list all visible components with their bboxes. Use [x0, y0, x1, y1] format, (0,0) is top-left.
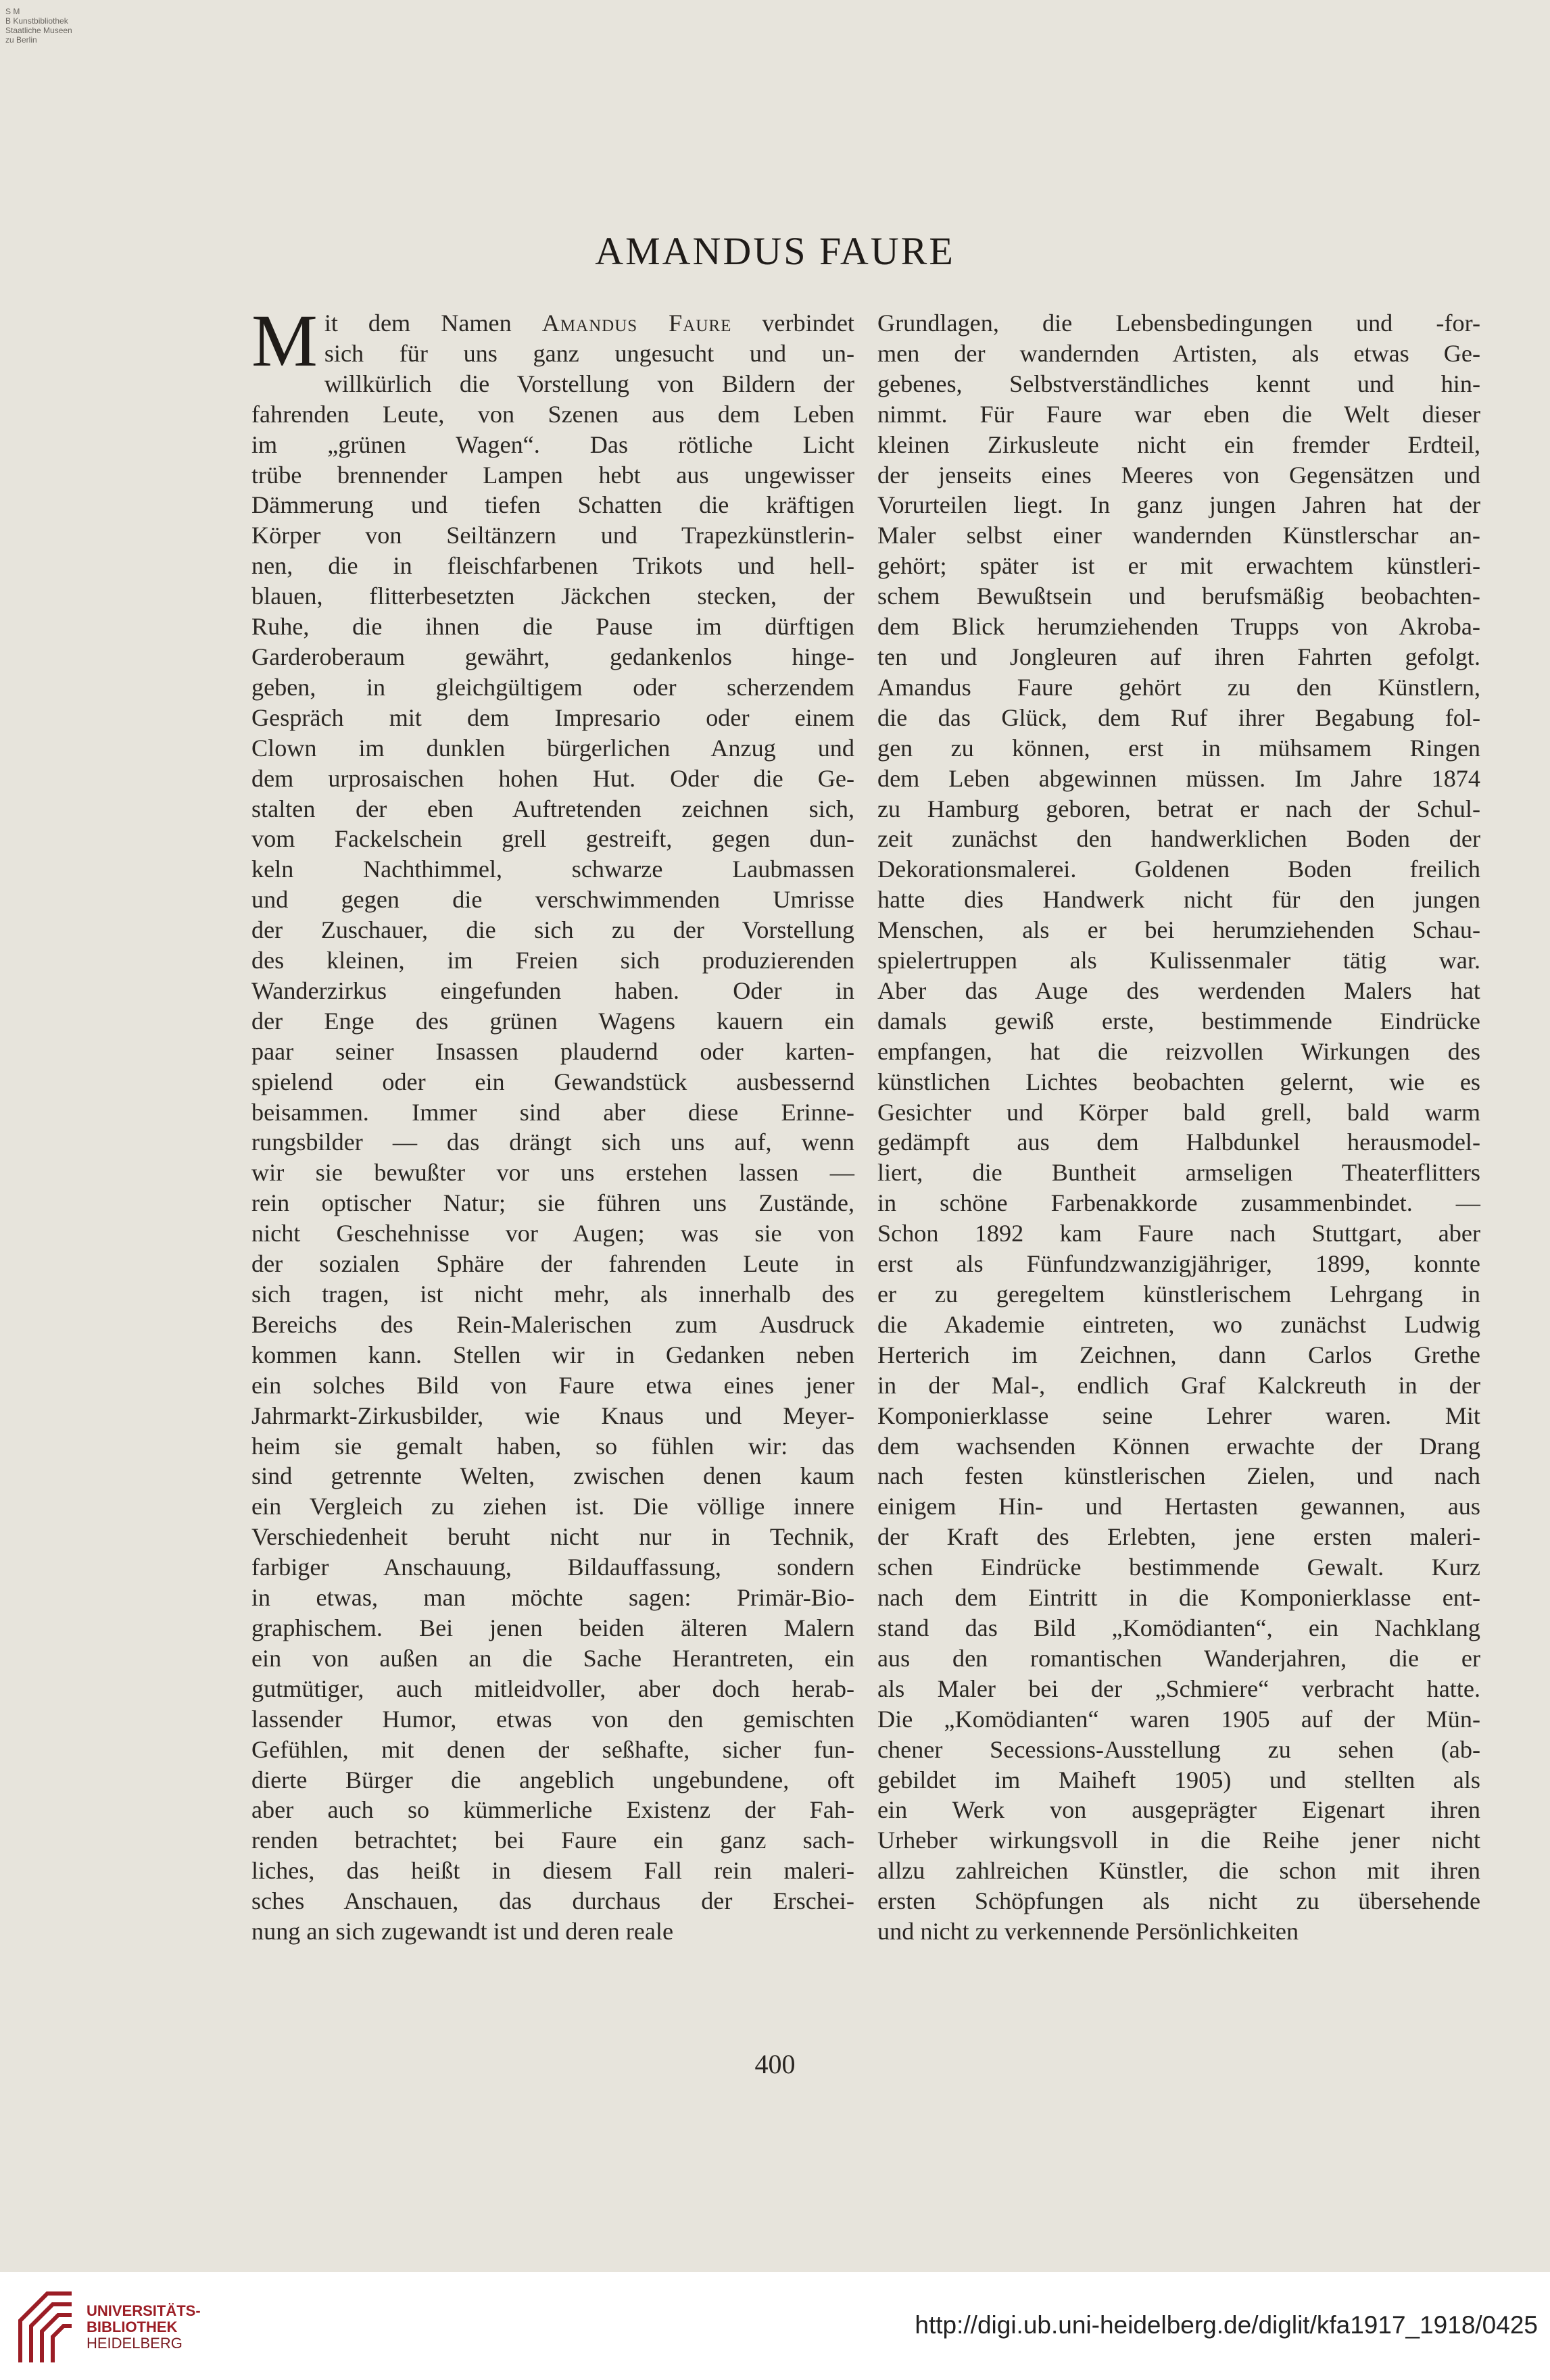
text-line: fahrenden Leute, von Szenen aus dem Leben — [251, 400, 854, 428]
text-line: Aber das Auge des werdenden Malers hat — [877, 976, 1480, 1004]
text-line: in schöne Farbenakkorde zusammenbindet. — — [877, 1189, 1480, 1217]
text-line: sich tragen, ist nicht mehr, als innerhalb des — [251, 1281, 854, 1308]
text-line: nen, die in fleischfarbenen Trikots und hell- — [251, 552, 854, 580]
text-line: ten und Jongleuren auf ihren Fahrten gefolgt. — [877, 643, 1480, 670]
library-stamp — [5, 7, 72, 45]
drop-cap: M — [251, 299, 318, 382]
viewer-footer — [0, 2272, 1550, 2380]
text-line: Gespräch mit dem Impresario oder einem — [251, 703, 854, 731]
text-line: und nicht zu verkennende Persönlichkeiten — [877, 1918, 1299, 1945]
text-line: schen Eindrücke bestimmende Gewalt. Kurz — [877, 1554, 1480, 1581]
text-line: der sozialen Sphäre der fahrenden Leute in — [251, 1250, 854, 1278]
text-line: zu Hamburg geboren, betrat er nach der Schul- — [877, 795, 1480, 822]
text-line: schem Bewußtsein und berufsmäßig beobachten- — [877, 582, 1480, 610]
text-line: rungsbilder — das drängt sich uns auf, wenn — [251, 1129, 854, 1156]
text-line: lassender Humor, etwas von den gemischten — [251, 1705, 854, 1733]
article-title: AMANDUS FAURE — [595, 229, 955, 273]
text-line: Wanderzirkus eingefunden haben. Oder in — [251, 976, 854, 1004]
text-line: hatte dies Handwerk nicht für den jungen — [877, 886, 1480, 914]
text-line: gutmütiger, auch mitleidvoller, aber doch herab- — [251, 1675, 854, 1702]
text-line: gehört; später ist er mit erwachtem künstleri- — [877, 552, 1480, 580]
text-line: Garderoberaum gewährt, gedankenlos hinge- — [251, 643, 854, 670]
text-line: zeit zunächst den handwerklichen Boden der — [877, 825, 1480, 853]
text-line: Schon 1892 kam Faure nach Stuttgart, aber — [877, 1220, 1480, 1247]
stamp-line: Staatliche Museen — [5, 26, 72, 35]
text-line: und gegen die verschwimmenden Umrisse — [251, 886, 854, 914]
text-line: künstlichen Lichtes beobachten gelernt, wie es — [877, 1068, 1480, 1095]
text-line: empfangen, hat die reizvollen Wirkungen des — [877, 1037, 1480, 1065]
text-line: chener Secessions-Ausstellung zu sehen (ab- — [877, 1735, 1480, 1763]
text-line: nach dem Eintritt in die Komponierklasse ent- — [877, 1584, 1480, 1612]
text-line: gen zu können, erst in mühsamem Ringen — [877, 734, 1480, 762]
text-line: geben, in gleichgültigem oder scherzendem — [251, 673, 854, 701]
text-line: wir sie bewußter vor uns erstehen lassen — — [251, 1159, 854, 1187]
text-line: graphischem. Bei jenen beiden älteren Malern — [251, 1614, 854, 1641]
text-line: Vorurteilen liegt. In ganz jungen Jahren hat der — [877, 491, 1480, 519]
text-line: Dekorationsmalerei. Goldenen Boden freilich — [877, 856, 1480, 883]
text-line: sches Anschauen, das durchaus der Erschei- — [251, 1887, 854, 1915]
text-line: Dämmerung und tiefen Schatten die kräftigen — [251, 491, 854, 519]
text-line: nicht Geschehnisse vor Augen; was sie von — [251, 1220, 854, 1247]
text-line: Urheber wirkungsvoll in die Reihe jener nicht — [877, 1827, 1480, 1854]
text-line: dem Leben abgewinnen müssen. Im Jahre 1874 — [877, 764, 1480, 792]
text-line: damals gewiß erste, bestimmende Eindrücke — [877, 1007, 1480, 1035]
text-line: ein Vergleich zu ziehen ist. Die völlige innere — [251, 1493, 854, 1520]
text-line: nach festen künstlerischen Zielen, und nach — [877, 1462, 1480, 1490]
text-line: einigem Hin- und Hertasten gewannen, aus — [877, 1493, 1480, 1520]
text-line: der Kraft des Erlebten, jene ersten maleri- — [877, 1523, 1480, 1551]
text-line: der Zuschauer, die sich zu der Vorstellung — [251, 916, 854, 944]
library-name-line: BIBLIOTHEK — [87, 2319, 178, 2335]
page-number: 400 — [754, 2048, 796, 2079]
text-line: die Akademie eintreten, wo zunächst Ludwig — [877, 1310, 1480, 1338]
text-line: stand das Bild „Komödianten“, ein Nachklang — [877, 1614, 1480, 1641]
text-line: gebildet im Maiheft 1905) und stellten als — [877, 1766, 1480, 1793]
text-line: ein Werk von ausgeprägter Eigenart ihren — [877, 1796, 1480, 1824]
text-line: renden betrachtet; bei Faure ein ganz sach- — [251, 1827, 854, 1854]
text-line: farbiger Anschauung, Bildauffassung, sondern — [251, 1554, 854, 1581]
text-line: trübe brennender Lampen hebt aus ungewisser — [251, 461, 854, 489]
text-line: heim sie gemalt haben, so fühlen wir: das — [251, 1432, 854, 1460]
text-line: die das Glück, dem Ruf ihrer Begabung fol- — [877, 703, 1480, 731]
text-line: Jahrmarkt-Zirkusbilder, wie Knaus und Meyer- — [251, 1402, 854, 1429]
text-line: it dem Namen Amandus Faure verbindet — [324, 309, 854, 337]
text-line: Komponierklasse seine Lehrer waren. Mit — [877, 1402, 1480, 1429]
text-line: willkürlich die Vorstellung von Bildern der — [324, 370, 854, 397]
text-line: allzu zahlreichen Künstler, die schon mit ihren — [877, 1857, 1480, 1885]
stamp-line: B Kunstbibliothek — [5, 16, 68, 26]
text-line: Gesichter und Körper bald grell, bald warm — [877, 1098, 1480, 1126]
text-line: dem Blick herumziehenden Trupps von Akroba- — [877, 613, 1480, 641]
text-line: spielend oder ein Gewandstück ausbessernd — [251, 1068, 854, 1095]
library-name[interactable] — [87, 2303, 201, 2352]
text-line: nimmt. Für Faure war eben die Welt dieser — [877, 400, 1480, 428]
text-line: sich für uns ganz ungesucht und un- — [324, 339, 854, 367]
text-line: gedämpft aus dem Halbdunkel herausmodel- — [877, 1129, 1480, 1156]
text-line: dierte Bürger die angeblich ungebundene, oft — [251, 1766, 854, 1793]
text-line: stalten der eben Auftretenden zeichnen sich, — [251, 795, 854, 822]
text-line: Maler selbst einer wandernden Künstlerschar an- — [877, 522, 1480, 549]
text-line: als Maler bei der „Schmiere“ verbracht hatte. — [877, 1675, 1480, 1702]
text-line: der Enge des grünen Wagens kauern ein — [251, 1007, 854, 1035]
text-line: kleinen Zirkusleute nicht ein fremder Erdteil, — [877, 430, 1480, 458]
stamp-line: S M — [5, 7, 20, 16]
text-line: ein solches Bild von Faure etwa eines jener — [251, 1371, 854, 1399]
library-name-line: HEIDELBERG — [87, 2335, 183, 2352]
text-line: sind getrennte Welten, zwischen denen kaum — [251, 1462, 854, 1490]
stamp-line: zu Berlin — [5, 35, 37, 45]
text-line: dem wachsenden Können erwachte der Drang — [877, 1432, 1480, 1460]
text-line: ein von außen an die Sache Herantreten, ein — [251, 1644, 854, 1672]
text-line: beisammen. Immer sind aber diese Erinne- — [251, 1098, 854, 1126]
text-line: ersten Schöpfungen als nicht zu übersehende — [877, 1887, 1480, 1915]
text-line: Gefühlen, mit denen der seßhafte, sicher fun- — [251, 1735, 854, 1763]
text-line: men der wandernden Artisten, als etwas Ge- — [877, 339, 1480, 367]
text-line: spielertruppen als Kulissenmaler tätig war. — [877, 947, 1480, 974]
text-line: Körper von Seiltänzern und Trapezkünstlerin- — [251, 522, 854, 549]
text-line: Die „Komödianten“ waren 1905 auf der Mün- — [877, 1705, 1480, 1733]
text-line: rein optischer Natur; sie führen uns Zustände, — [251, 1189, 854, 1217]
text-line: gebenes, Selbstverständliches kennt und hin- — [877, 370, 1480, 397]
ub-heidelberg-logo-icon[interactable] — [14, 2287, 78, 2366]
text-line: im „grünen Wagen“. Das rötliche Licht — [251, 430, 854, 458]
text-line: paar seiner Insassen plaudernd oder karten- — [251, 1037, 854, 1065]
text-line: des kleinen, im Freien sich produzierenden — [251, 947, 854, 974]
text-line: vom Fackelschein grell gestreift, gegen dun- — [251, 825, 854, 853]
text-line: der jenseits eines Meeres von Gegensätzen und — [877, 461, 1480, 489]
text-line: Clown im dunklen bürgerlichen Anzug und — [251, 734, 854, 762]
text-line: Grundlagen, die Lebensbedingungen und -for- — [877, 309, 1480, 337]
text-line: nung an sich zugewandt ist und deren reale — [251, 1918, 674, 1945]
text-line: aber auch so kümmerliche Existenz der Fah- — [251, 1796, 854, 1824]
text-line: kommen kann. Stellen wir in Gedanken neben — [251, 1341, 854, 1368]
text-line: dem urprosaischen hohen Hut. Oder die Ge- — [251, 764, 854, 792]
text-line: Ruhe, die ihnen die Pause im dürftigen — [251, 613, 854, 641]
text-line: Verschiedenheit beruht nicht nur in Technik, — [251, 1523, 854, 1551]
text-line: erst als Fünfundzwanzigjähriger, 1899, konnte — [877, 1250, 1480, 1278]
permalink-url[interactable]: http://digi.ub.uni-heidelberg.de/diglit/kfa1917_1918/0425 — [915, 2311, 1538, 2339]
text-line: Amandus Faure gehört zu den Künstlern, — [877, 673, 1480, 701]
text-line: keln Nachthimmel, schwarze Laubmassen — [251, 856, 854, 883]
right-text-column — [877, 308, 1480, 1947]
text-line: in der Mal-, endlich Graf Kalckreuth in der — [877, 1371, 1480, 1399]
left-text-column — [251, 299, 854, 1947]
text-line: Bereichs des Rein-Malerischen zum Ausdruck — [251, 1310, 854, 1338]
text-line: Menschen, als er bei herumziehenden Schau- — [877, 916, 1480, 944]
text-line: er zu geregeltem künstlerischem Lehrgang in — [877, 1281, 1480, 1308]
text-line: liert, die Buntheit armseligen Theaterflitters — [877, 1159, 1480, 1187]
text-line: aus den romantischen Wanderjahren, die er — [877, 1644, 1480, 1672]
library-name-line: UNIVERSITÄTS- — [87, 2302, 201, 2319]
text-line: in etwas, man möchte sagen: Primär-Bio- — [251, 1584, 854, 1612]
text-line: liches, das heißt in diesem Fall rein maleri- — [251, 1857, 854, 1885]
text-line: Herterich im Zeichnen, dann Carlos Grethe — [877, 1341, 1480, 1368]
text-line: blauen, flitterbesetzten Jäckchen stecken, der — [251, 582, 854, 610]
